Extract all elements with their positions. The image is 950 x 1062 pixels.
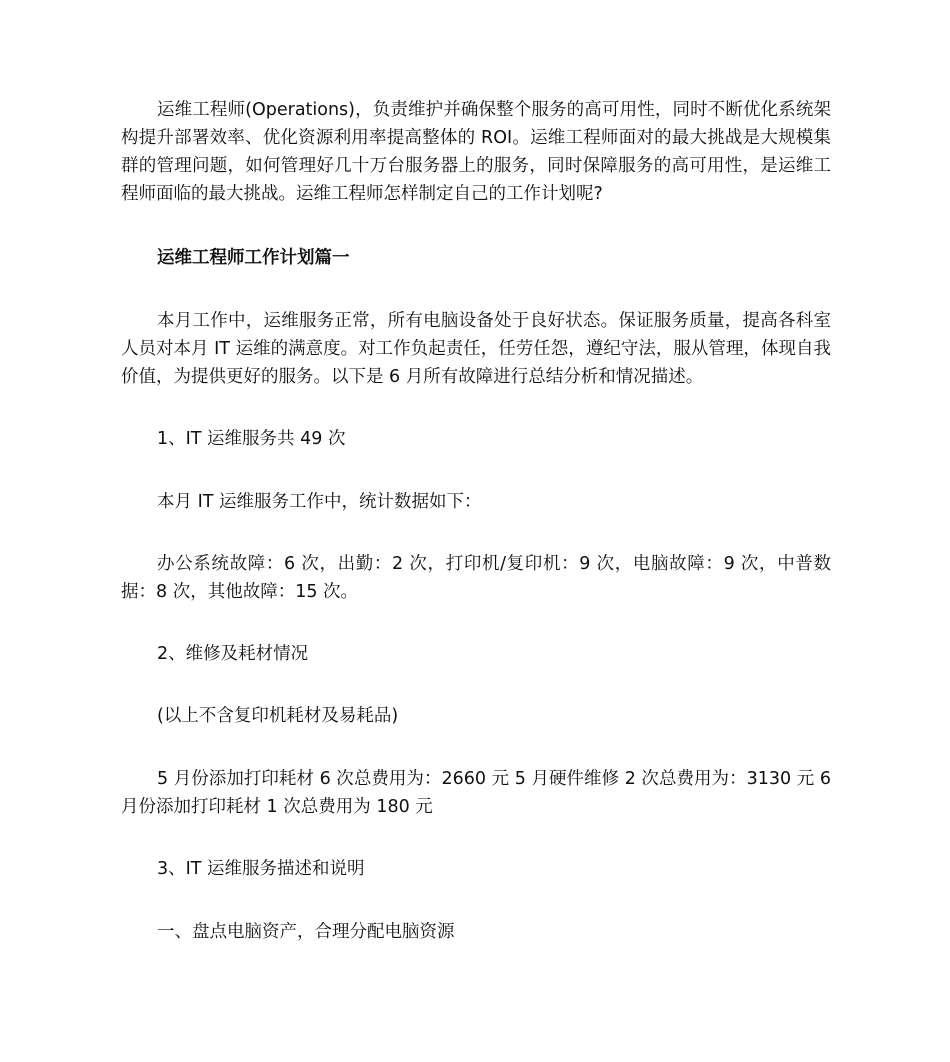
- section-heading: 运维工程师工作计划篇一: [157, 248, 350, 268]
- note-paragraph: (以上不含复印机耗材及易耗品): [157, 706, 399, 726]
- stats-intro-paragraph: 本月 IT 运维服务工作中，统计数据如下：: [157, 492, 482, 512]
- intro-paragraph: 运维工程师(Operations)，负责维护并确保整个服务的高可用性，同时不断优化系统架构提升部署效率、优化资源利用率提高整体的 ROI。运维工程师面对的最大挑战是大规模集群的管理问题，如何管理好几十万台服务器上的服务，同时保障服务的高可用性，是运维工程师面临的最大挑战。运维工程师怎样制定自己的工作计划呢?: [121, 100, 831, 204]
- sub-1-heading: 一、盘点电脑资产，合理分配电脑资源: [157, 922, 455, 942]
- costs-paragraph: 5 月份添加打印耗材 6 次总费用为：2660 元 5 月硬件维修 2 次总费用为：3130 元 6 月份添加打印耗材 1 次总费用为 180 元: [121, 769, 831, 817]
- summary-paragraph: 本月工作中，运维服务正常，所有电脑设备处于良好状态。保证服务质量，提高各科室人员对本月 IT 运维的满意度。对工作负起责任，任劳任怨，遵纪守法，服从管理，体现自我价值，为提供更好的服务。以下是 6 月所有故障进行总结分析和情况描述。: [121, 311, 831, 387]
- item-1-heading: 1、IT 运维服务共 49 次: [157, 429, 346, 449]
- item-2-heading: 2、维修及耗材情况: [157, 644, 309, 664]
- item-3-heading: 3、IT 运维服务描述和说明: [157, 859, 365, 879]
- stats-paragraph: 办公系统故障：6 次，出勤：2 次，打印机/复印机：9 次，电脑故障：9 次，中普数据：8 次，其他故障：15 次。: [121, 554, 831, 602]
